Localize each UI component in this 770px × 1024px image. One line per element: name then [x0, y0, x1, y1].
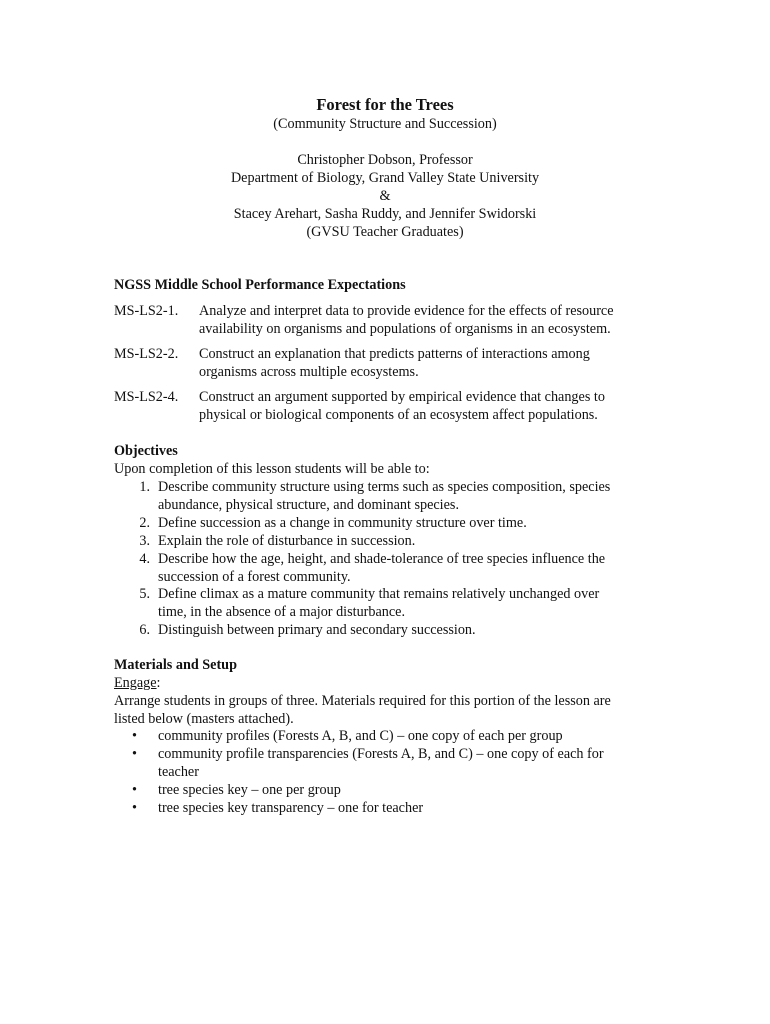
department-line: Department of Biology, Grand Valley State University [230, 170, 540, 186]
bullet-icon: • [132, 782, 137, 798]
ngss-text-line: organisms across multiple ecosystems. [199, 364, 419, 380]
author-line-2: Stacey Arehart, Sasha Ruddy, and Jennifer Swidorski [233, 206, 537, 222]
ngss-text-line: Analyze and interpret data to provide evidence for the effects of resource [199, 303, 614, 319]
engage-label: Engage [114, 675, 157, 691]
objective-number: 2. [139, 515, 150, 531]
objective-text-line: Describe how the age, height, and shade-tolerance of tree species influence the [158, 551, 606, 567]
materials-heading: Materials and Setup [114, 657, 237, 673]
ngss-code: MS-LS2-2. [114, 346, 179, 362]
objective-number: 6. [139, 622, 150, 638]
objective-number: 3. [139, 533, 150, 549]
materials-intro-line: listed below (masters attached). [114, 711, 294, 727]
document-subtitle: (Community Structure and Succession) [273, 116, 497, 132]
objective-text-line: Describe community structure using terms such as species composition, species [158, 479, 611, 495]
objective-text-line: time, in the absence of a major disturbance. [158, 604, 406, 620]
ngss-text-line: Construct an explanation that predicts patterns of interactions among [199, 346, 590, 362]
materials-item-text: community profiles (Forests A, B, and C) – one copy of each per group [158, 728, 563, 744]
ngss-heading: NGSS Middle School Performance Expectations [114, 277, 406, 293]
ampersand-line: & [379, 188, 391, 204]
materials-item-text: community profile transparencies (Forests A, B, and C) – one copy of each for [158, 746, 604, 762]
objectives-heading: Objectives [114, 443, 178, 459]
bullet-icon: • [132, 728, 137, 744]
author-line-1: Christopher Dobson, Professor [297, 152, 473, 168]
objective-text-line: Define succession as a change in community structure over time. [158, 515, 527, 531]
objective-number: 5. [139, 586, 150, 602]
ngss-text-line: physical or biological components of an ecosystem affect populations. [199, 407, 598, 423]
objective-text-line: Distinguish between primary and secondary succession. [158, 622, 476, 638]
document-title: Forest for the Trees [316, 95, 454, 114]
ngss-code: MS-LS2-1. [114, 303, 179, 319]
objective-text-line: Explain the role of disturbance in succession. [158, 533, 416, 549]
objective-number: 1. [139, 479, 150, 495]
objective-text-line: Define climax as a mature community that remains relatively unchanged over [158, 586, 600, 602]
objectives-intro: Upon completion of this lesson students will be able to: [114, 461, 430, 477]
ngss-code: MS-LS2-4. [114, 389, 179, 405]
materials-item-text: tree species key – one per group [158, 782, 341, 798]
author-line-2-note: (GVSU Teacher Graduates) [306, 224, 464, 240]
objective-text-line: abundance, physical structure, and dominant species. [158, 497, 459, 513]
engage-subheading [114, 674, 659, 692]
ngss-text-line: availability on organisms and populations of organisms in an ecosystem. [199, 321, 611, 337]
engage-colon: : [156, 675, 161, 691]
ngss-text-line: Construct an argument supported by empirical evidence that changes to [199, 389, 605, 405]
objective-number: 4. [139, 551, 150, 567]
objective-text-line: succession of a forest community. [158, 569, 351, 585]
bullet-icon: • [132, 746, 137, 762]
materials-intro-line: Arrange students in groups of three. Materials required for this portion of the lesson are [114, 693, 611, 709]
materials-item-text: teacher [158, 764, 199, 780]
materials-item-text: tree species key transparency – one for teacher [158, 800, 424, 816]
bullet-icon: • [132, 800, 137, 816]
